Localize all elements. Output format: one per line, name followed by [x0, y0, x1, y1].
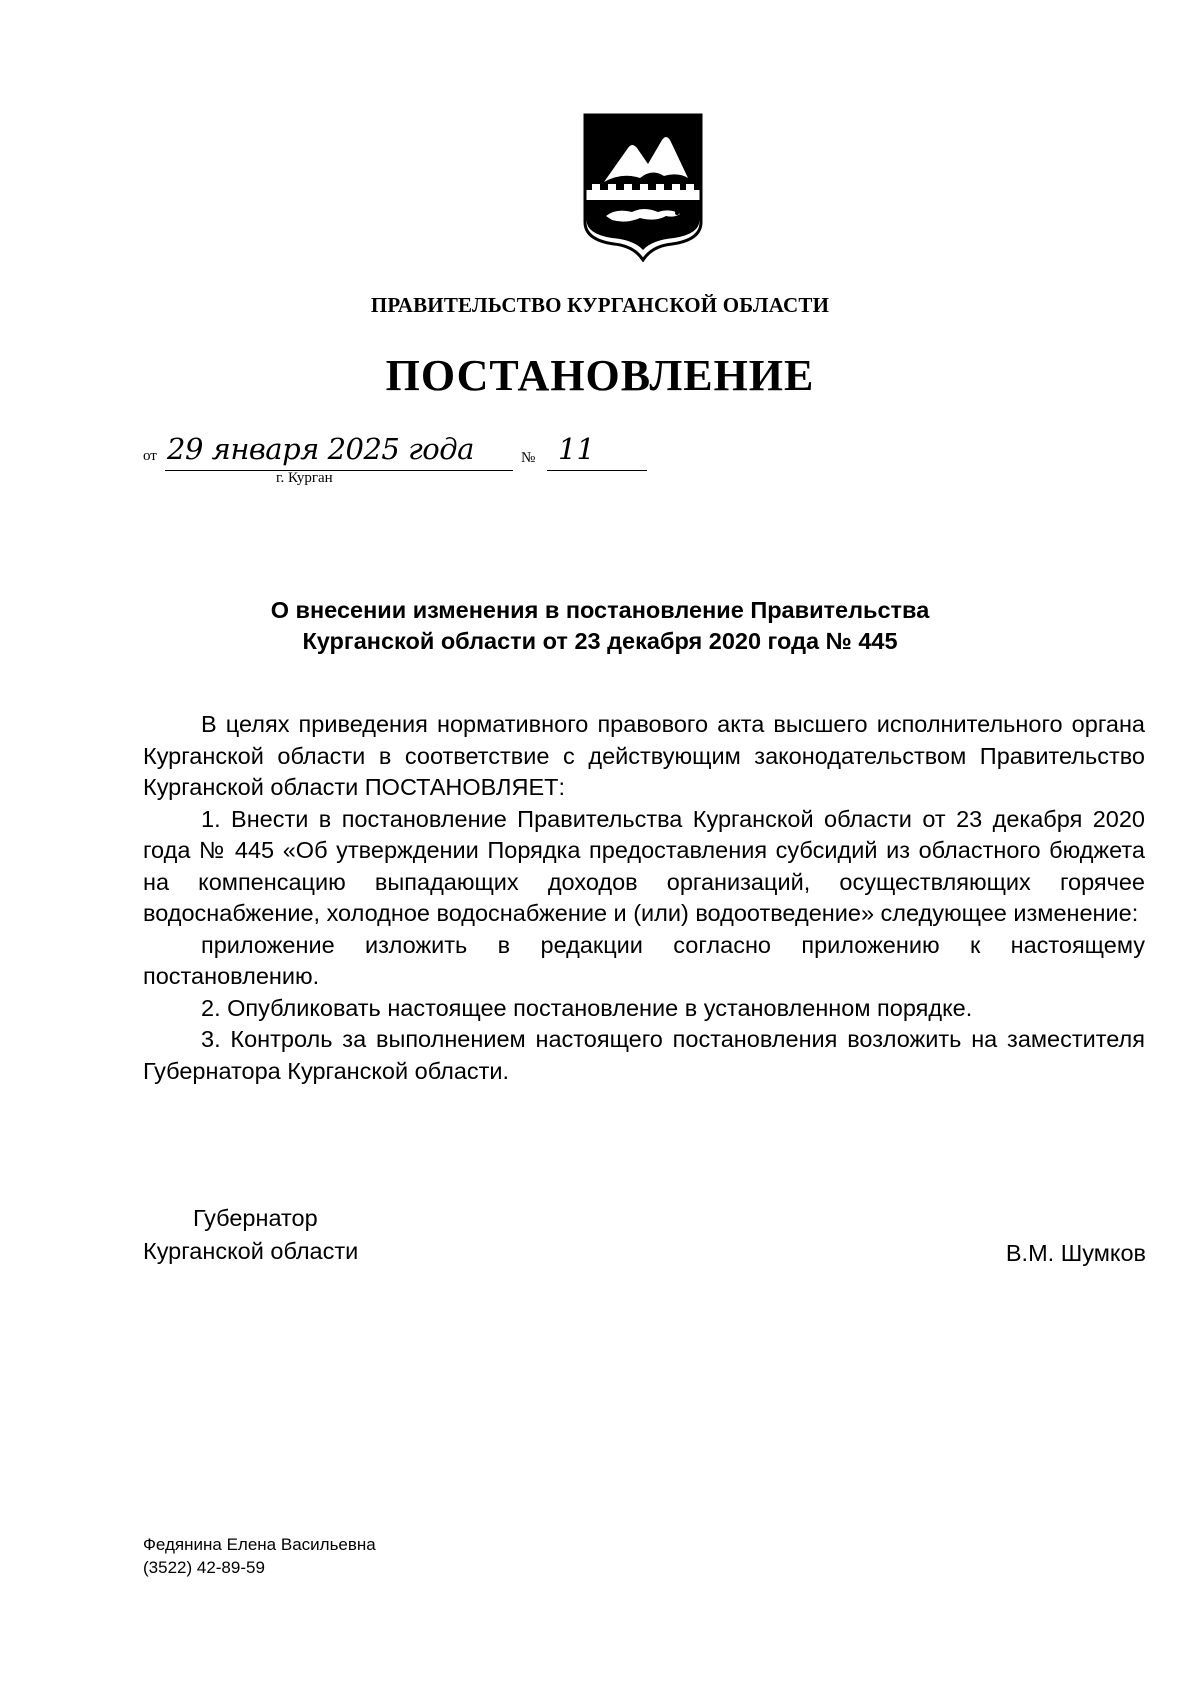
- document-requisites: [143, 432, 663, 492]
- coat-of-arms-emblem: [582, 112, 704, 262]
- signer-position-line-2: Курганской области: [143, 1238, 359, 1264]
- city-name: г. Курган: [276, 470, 333, 486]
- number-underline: [547, 470, 647, 471]
- document-body: [143, 709, 1145, 1087]
- body-paragraph: В целях приведения нормативного правового акта высшего исполнительного органа Курганской области в соответствие с действующим законодательством Правительство Курганской области ПОСТАНОВЛЯЕТ:: [143, 711, 1145, 800]
- title-line-2: Курганской области от 23 декабря 2020 года № 445: [302, 628, 898, 654]
- signer-position: [143, 1202, 358, 1268]
- signer-position-line-1: Губернатор: [193, 1205, 318, 1231]
- executor-phone: (3522) 42-89-59: [143, 1558, 265, 1577]
- document-type-heading: ПОСТАНОВЛЕНИЕ: [385, 351, 815, 400]
- handwritten-date: 29 января 2025 года: [167, 432, 474, 466]
- handwritten-number: 11: [558, 432, 595, 466]
- date-prefix: от: [143, 448, 157, 464]
- title-line-1: О внесении изменения в постановление Правительства: [270, 597, 930, 623]
- executor-name: Федянина Елена Васильевна: [143, 1535, 376, 1554]
- government-name: ПРАВИТЕЛЬСТВО КУРГАНСКОЙ ОБЛАСТИ: [370, 293, 830, 317]
- executor-info: [143, 1533, 376, 1579]
- body-paragraph: 2. Опубликовать настоящее постановление в установленном порядке.: [201, 994, 973, 1021]
- signer-name: В.М. Шумков: [1005, 1240, 1146, 1266]
- body-paragraph: 3. Контроль за выполнением настоящего постановления возложить на заместителя Губернатора Курганской области.: [143, 1026, 1145, 1084]
- body-paragraph: 1. Внести в постановление Правительства Курганской области от 23 декабря 2020 года № 445 «Об утверждении Порядка предоставления субсидий из областного бюджета на компенсацию выпадающих доходов организаций, осуществляющих горячее водоснабжение, холодное водоснабжение и (или) водоотведение» следующее изменение:: [143, 805, 1145, 926]
- document-title: [150, 595, 1050, 657]
- date-underline: [165, 470, 513, 471]
- number-prefix: №: [521, 450, 536, 466]
- body-paragraph: приложение изложить в редакции согласно приложению к настоящему постановлению.: [143, 931, 1145, 989]
